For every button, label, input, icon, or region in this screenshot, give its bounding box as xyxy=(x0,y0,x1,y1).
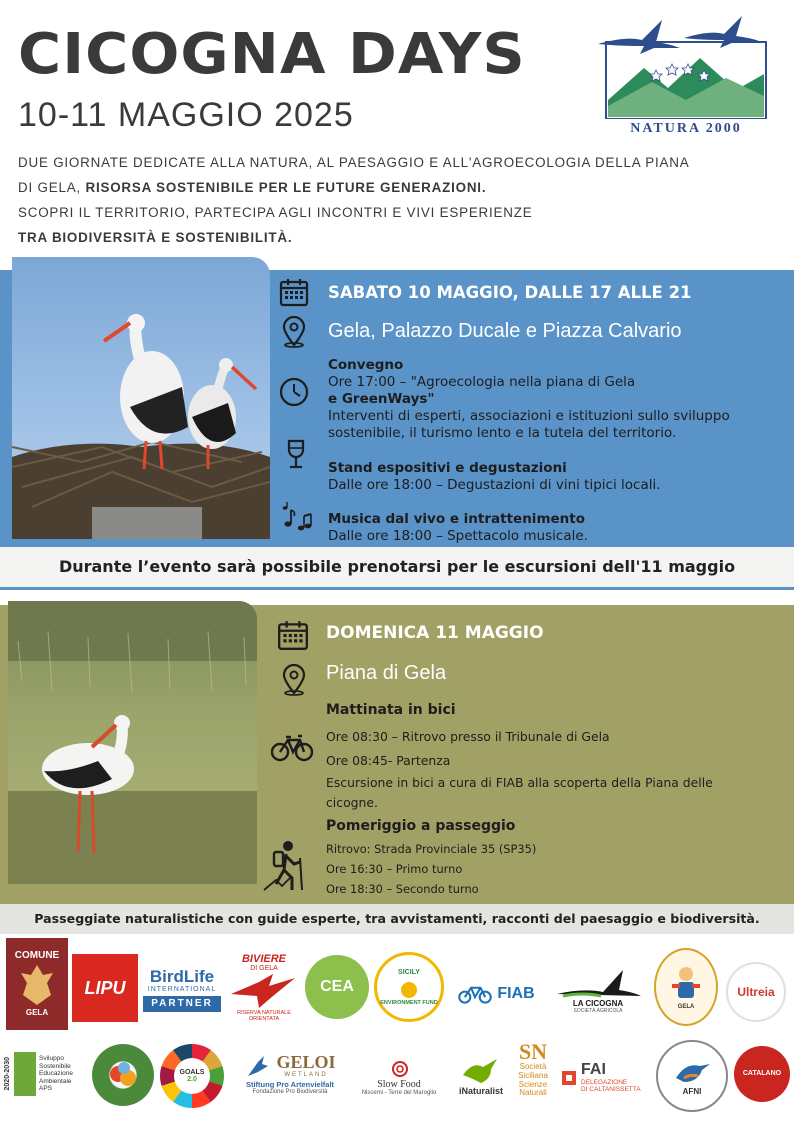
wine-glass-icon xyxy=(280,438,312,470)
snail-icon xyxy=(388,1059,410,1079)
biviere-riserva: RISERVA NATURALE ORIENTATA xyxy=(237,1010,291,1023)
calendar-icon xyxy=(276,618,310,652)
storks-nest-photo xyxy=(12,257,270,539)
geloi-row xyxy=(244,1052,335,1080)
birdlife-label: BirdLife xyxy=(149,966,215,986)
goals-version: 2.0 xyxy=(187,1076,197,1083)
lipu-label: LIPU xyxy=(84,977,126,998)
kingfisher-icon xyxy=(672,1056,712,1088)
sicily-environment-fund-logo xyxy=(374,952,444,1022)
years-label: 2020-2030 xyxy=(4,1057,11,1091)
lipu-logo xyxy=(72,954,138,1022)
walk-line-1: Ritrovo: Strada Provinciale 35 (SP35) xyxy=(326,842,537,856)
sunday-banner: Passeggiate naturalistiche con guide esperte, tra avvistamenti, racconti del paesaggio e biodiversità. xyxy=(0,904,794,934)
cittadinanza-logo xyxy=(92,1044,154,1106)
ultreia-logo xyxy=(726,962,786,1022)
sicily-label: SICILY xyxy=(398,968,420,976)
sunday-heading: DOMENICA 11 MAGGIO xyxy=(326,623,544,643)
hiker-icon xyxy=(262,840,312,892)
eagle-crest-icon xyxy=(17,961,57,1009)
walk-line-3: Ore 18:30 – Secondo turno xyxy=(326,882,479,896)
convegno-title: Convegno xyxy=(328,357,404,373)
lacicogna-sub: SOCIETÀ AGRICOLA xyxy=(573,1008,623,1015)
stand-desc: Dalle ore 18:00 – Degustazioni di vini tipici locali. xyxy=(328,477,661,493)
stork-silhouette-icon xyxy=(553,966,643,1000)
la-cicogna-logo xyxy=(548,958,648,1022)
biviere-sub: DI GELA xyxy=(250,965,278,973)
natura-2000-caption: NATURA 2000 xyxy=(630,121,742,136)
istituto-comprensivo-logo xyxy=(654,948,718,1026)
bike-line-3: Escursione in bici a cura di FIAB alla scoperta della Piana delle xyxy=(326,775,713,790)
afni-logo xyxy=(656,1040,728,1112)
fiab-label: FIAB xyxy=(497,984,535,1002)
slowfood-sub: Niscemi - Terre del Maroglio xyxy=(361,1089,437,1096)
convegno-time xyxy=(328,374,730,442)
sicily-sub: ENVIRONMENT FUND xyxy=(380,999,438,1006)
stand-title: Stand espositivi e degustazioni xyxy=(328,460,567,476)
bird-icon xyxy=(229,972,299,1010)
fai-emblem-icon xyxy=(560,1069,578,1087)
map-pin-icon xyxy=(278,316,310,348)
natura-2000-emblem xyxy=(596,14,776,119)
saturday-heading: SABATO 10 MAGGIO, DALLE 17 ALLE 21 xyxy=(328,283,692,302)
inaturalist-logo xyxy=(450,1048,512,1104)
intro-line-2-b: RISORSA SOSTENIBILE PER LE FUTURE GENERAZIONI. xyxy=(85,180,487,195)
intro-text xyxy=(18,150,778,250)
birdlife-partner: PARTNER xyxy=(143,996,221,1013)
calendar-icon xyxy=(278,276,310,308)
geloi-label: GELOI xyxy=(276,1052,336,1073)
fiab-logo xyxy=(450,976,542,1012)
bicycle-icon xyxy=(457,983,493,1005)
birdlife-sub: INTERNATIONAL xyxy=(147,985,217,993)
societa-siciliana-logo xyxy=(512,1030,554,1108)
geloi-text xyxy=(276,1053,335,1078)
stork-field-photo xyxy=(8,601,257,884)
geloi-wetland-logo xyxy=(232,1038,348,1108)
bicycle-icon xyxy=(270,732,314,764)
heron-icon xyxy=(244,1052,272,1080)
child-figure-icon xyxy=(668,964,704,1004)
bike-line-1: Ore 08:30 – Ritrovo presso il Tribunale di Gela xyxy=(326,729,610,744)
birdlife-logo xyxy=(142,958,222,1022)
stiftung-label: Stiftung Pro Artenvielfalt xyxy=(245,1079,335,1089)
intro-line-2-a: DI GELA, xyxy=(18,180,86,195)
comune-label: COMUNE xyxy=(14,949,60,961)
saturday-banner: Durante l’evento sarà possibile prenotarsi per le escursioni dell'11 maggio xyxy=(0,547,794,587)
stiftung-sub: Fondazione Pro Biodiversità xyxy=(252,1088,328,1095)
fai-label: FAI xyxy=(581,1061,606,1079)
goals-center xyxy=(174,1058,210,1094)
slowfood-label: Slow Food xyxy=(377,1078,421,1090)
saturday-location: Gela, Palazzo Ducale e Piazza Calvario xyxy=(328,320,682,342)
catalano-logo xyxy=(734,1046,790,1102)
event-dates: 10-11 MAGGIO 2025 xyxy=(18,96,354,134)
music-desc: Dalle ore 18:00 – Spettacolo musicale. xyxy=(328,528,588,544)
intro-line-2 xyxy=(18,175,778,200)
event-title: CICOGNA DAYS xyxy=(18,22,526,87)
bird-icon xyxy=(461,1055,501,1087)
stork-field-illustration xyxy=(8,601,257,884)
walk-line-2: Ore 16:30 – Primo turno xyxy=(326,862,463,876)
biviere-label: BIVIERE xyxy=(241,952,286,965)
fruit-icon xyxy=(104,1056,142,1094)
intro-line-4: TRA BIODIVERSITÀ E SOSTENIBILITÀ. xyxy=(18,230,293,245)
cea-label: CEA xyxy=(320,977,354,995)
fai-logo xyxy=(560,1056,650,1100)
map-pin-icon xyxy=(278,664,310,696)
bike-line-4: cicogne. xyxy=(326,795,378,810)
geloi-sub: WETLAND xyxy=(284,1071,328,1078)
comune-sub: GELA xyxy=(25,1008,49,1018)
goals-logo xyxy=(160,1044,224,1108)
sviluppo-label: Sviluppo Sostenibile Educazione Ambientale APS xyxy=(39,1055,73,1093)
music-notes-icon xyxy=(280,502,312,534)
comune-gela-logo xyxy=(6,938,68,1030)
sunday-location: Piana di Gela xyxy=(326,662,447,684)
intro-line-3: SCOPRI IL TERRITORIO, PARTECIPA AGLI INCONTRI E VIVI ESPERIENZE xyxy=(18,205,533,220)
goals-label: GOALS xyxy=(179,1068,205,1076)
bike-title: Mattinata in bici xyxy=(326,702,456,718)
biviere-logo xyxy=(226,950,302,1026)
lacicogna-label: LA CICOGNA xyxy=(572,998,624,1008)
convegno-time-line2: e GreenWays" xyxy=(328,391,435,407)
bike-line-2: Ore 08:45- Partenza xyxy=(326,753,451,768)
music-title: Musica dal vivo e intrattenimento xyxy=(328,511,586,527)
ultreia-label: Ultreia xyxy=(737,984,775,999)
walk-title: Pomeriggio a passeggio xyxy=(326,818,516,834)
catalano-label: CATALANO xyxy=(742,1070,782,1078)
convegno-desc-line1: Interventi di esperti, associazioni e istituzioni sullo sviluppo xyxy=(328,408,730,424)
cea-logo xyxy=(305,955,369,1019)
clock-icon xyxy=(278,376,310,408)
convegno-time-line1: Ore 17:00 – "Agroecologia nella piana di Gela xyxy=(328,374,636,390)
afni-label: AFNI xyxy=(682,1086,702,1096)
storks-nest-illustration xyxy=(12,257,270,539)
ssn-label: Società Siciliana Scienze Naturali xyxy=(518,1061,548,1098)
inaturalist-label: iNaturalist xyxy=(458,1086,503,1097)
istituto-sub: GELA xyxy=(677,1004,695,1010)
convegno-desc-line2: sostenibile, il turismo lento e la tutela del territorio. xyxy=(328,425,677,441)
fai-sub: DELEGAZIONE DI CALTANISSETTA xyxy=(581,1079,641,1094)
sun-icon xyxy=(394,976,424,1000)
leaf-block xyxy=(14,1052,36,1096)
sviluppo-sostenibile-logo xyxy=(4,1046,86,1102)
fai-text xyxy=(581,1062,641,1093)
slow-food-logo xyxy=(354,1052,444,1102)
natura-2000-logo xyxy=(596,14,776,139)
ssn-logo-mark: SN xyxy=(518,1038,548,1064)
intro-line-1: DUE GIORNATE DEDICATE ALLA NATURA, AL PAESAGGIO E ALL'AGROECOLOGIA DELLA PIANA xyxy=(18,155,690,170)
